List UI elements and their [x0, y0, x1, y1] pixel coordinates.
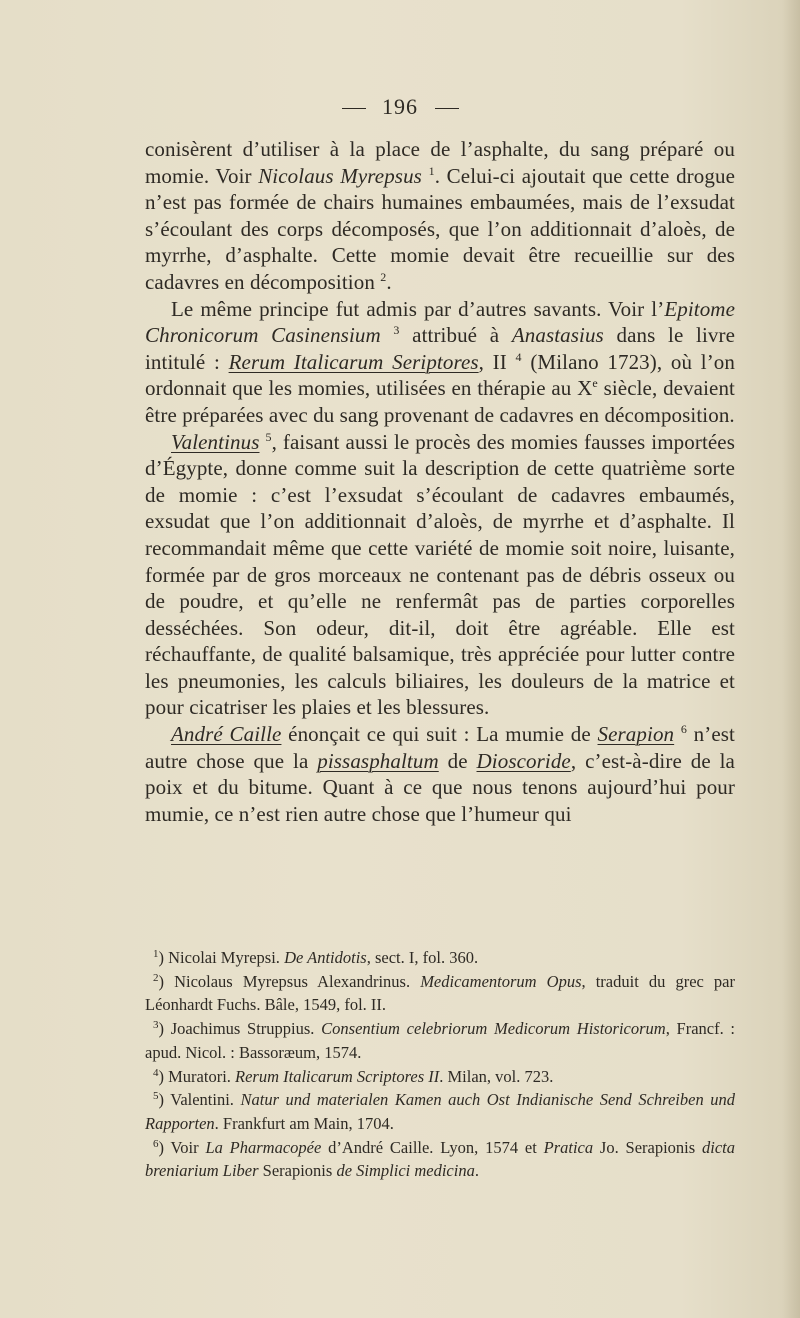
text-run: .	[386, 269, 392, 294]
text-run: , II	[478, 349, 516, 374]
text-run: , traduit du grec par Léonhardt Fuchs. Bâle, 1549, fol. II.	[145, 971, 735, 1015]
italic-text: Nicolaus Myrepsus	[258, 163, 422, 188]
footnote-marker: 3	[393, 323, 400, 338]
italic-text: De Antidotis	[284, 948, 367, 967]
text-run: ) Nicolai Myrepsi.	[158, 948, 285, 967]
text-run: . Milan, vol. 723.	[439, 1066, 554, 1086]
footnote-marker: 1	[153, 948, 159, 960]
italic-text: Medicamentorum Opus	[420, 971, 582, 991]
text-run: .	[474, 1161, 479, 1181]
text-run: Le même principe fut admis par d’autres savants. Voir l’	[171, 296, 665, 321]
footnote-marker: e	[592, 376, 598, 391]
footnote-marker: 2	[153, 971, 159, 984]
page-edge-shadow	[782, 0, 800, 1318]
page-header	[0, 94, 800, 120]
italic-text: André Caille	[171, 722, 282, 747]
footnote-marker: 4	[515, 349, 522, 364]
italic-text: Pratica	[543, 1137, 594, 1157]
text-run: énonçait ce qui suit : La mumie de	[281, 722, 598, 747]
italic-text: La Pharmacopée	[205, 1137, 322, 1157]
footnote	[145, 1017, 735, 1064]
footnote	[145, 970, 735, 1017]
text-run: siècle, devaient être préparées avec du sang provenant de cadavres en décomposition.	[145, 376, 735, 427]
footnote-marker: 5	[265, 429, 272, 444]
text-run: ) Joachimus Struppius.	[158, 1019, 322, 1039]
paragraph	[145, 721, 735, 827]
footnote-marker: 3	[153, 1019, 159, 1032]
text-run: ) Muratori.	[158, 1066, 236, 1086]
text-run: Serapionis	[258, 1161, 337, 1181]
italic-text: Valentinus	[171, 429, 260, 454]
italic-text: dicta breniarium Liber	[145, 1137, 735, 1181]
text-run: , c’est-à-dire de la poix et du bitume. Quant à ce que nous tenons aujourd’hui pour mumie, ce n’est rien autre chose que l’humeur qui	[145, 748, 735, 826]
text-run: d’André Caille. Lyon, 1574 et	[321, 1137, 544, 1157]
italic-text: Serapion	[597, 722, 675, 747]
footnote-marker: 1	[428, 163, 435, 178]
body-text	[145, 136, 735, 827]
text-run: n’est autre chose que la	[145, 722, 735, 773]
italic-text: Dioscoride	[476, 748, 571, 773]
italic-text: Epitome Chronicorum Casinensium	[145, 296, 735, 348]
text-run: , sect. I, fol. 360.	[366, 948, 479, 967]
italic-text: Natur und materialen Kamen auch Ost Indianische Send Schreiben und Rapporten	[145, 1090, 735, 1133]
header-dash-right	[435, 108, 459, 109]
footnote-marker: 6	[680, 722, 687, 737]
text-run: conisèrent d’utiliser à la place de l’asphalte, du sang préparé ou momie. Voir	[145, 137, 735, 188]
text-run: . Celui-ci ajoutait que cette drogue n’est pas formée de chairs humaines embaumées, mais de l’exsudat s’écoulant des corps décomposés, que l’on additionnait d’aloès, de myrrhe, d’asphalte. Cette momie devait être recueillie sur des cadavres en décomposition	[145, 163, 735, 294]
footnote	[145, 1136, 735, 1183]
page-number: 196	[382, 94, 418, 119]
text-run: de	[438, 748, 477, 773]
header-dash-left	[342, 108, 366, 109]
footnote	[145, 1065, 735, 1089]
text-run	[422, 164, 429, 188]
paragraph	[145, 136, 735, 296]
footnotes	[145, 946, 735, 1183]
text-run: attribué à	[399, 323, 512, 348]
italic-text: Anastasius	[511, 323, 604, 348]
footnote-marker: 5	[153, 1090, 159, 1103]
text-run: (Milano 1723), où l’on ordonnait que les momies, utilisées en thérapie au X	[145, 349, 735, 401]
footnote-marker: 4	[153, 1066, 159, 1079]
italic-text: Consentium celebriorum Medicorum Historicorum	[321, 1019, 666, 1039]
footnote	[145, 946, 735, 970]
text-run: ) Nicolaus Myrepsus Alexandrinus.	[158, 971, 421, 991]
paragraph	[145, 429, 735, 722]
text-run: ) Voir	[158, 1137, 206, 1157]
text-run: , faisant aussi le procès des momies fausses importées d’Égypte, donne comme suit la description de cette quatrième sorte de momie : c’est l’exsudat s’écoulant de cadavres embaumés, exsudat que l’on additionnait d’aloès, de myrrhe et d’asphalte. Il recommandait même que cette variété de momie soit noire, luisante, formée par de gros morceaux ne contenant pas de débris osseux ou de poudre, et qu’elle ne renfermât pas de parties corporelles desséchées. Son odeur, dit-il, doit être agréable. Elle est réchauffante, de qualité balsamique, très appréciée pour lutter contre les pneumonies, les calculs biliaires, les douleurs de la matrice et pour cicatriser les plaies et les blessures.	[145, 429, 735, 720]
text-run: Jo. Serapionis	[593, 1137, 702, 1157]
paragraph	[145, 296, 735, 429]
text-run: dans le livre intitulé :	[145, 323, 735, 374]
italic-text: Rerum Italicarum Seriptores	[228, 349, 479, 374]
text-run: , Francf. : apud. Nicol. : Bassoræum, 1574.	[145, 1019, 735, 1062]
footnote-marker: 6	[153, 1137, 159, 1150]
italic-text: Rerum Italicarum Scriptores II	[235, 1066, 440, 1086]
text-run	[674, 722, 681, 746]
text-run: ) Valentini.	[158, 1090, 241, 1110]
text-run	[381, 323, 394, 347]
italic-text: de Simplici medicina	[336, 1161, 475, 1181]
text-run: . Frankfurt am Main, 1704.	[214, 1113, 394, 1133]
footnote-marker: 2	[380, 269, 387, 284]
footnote	[145, 1088, 735, 1135]
italic-text: pissasphaltum	[317, 748, 439, 773]
